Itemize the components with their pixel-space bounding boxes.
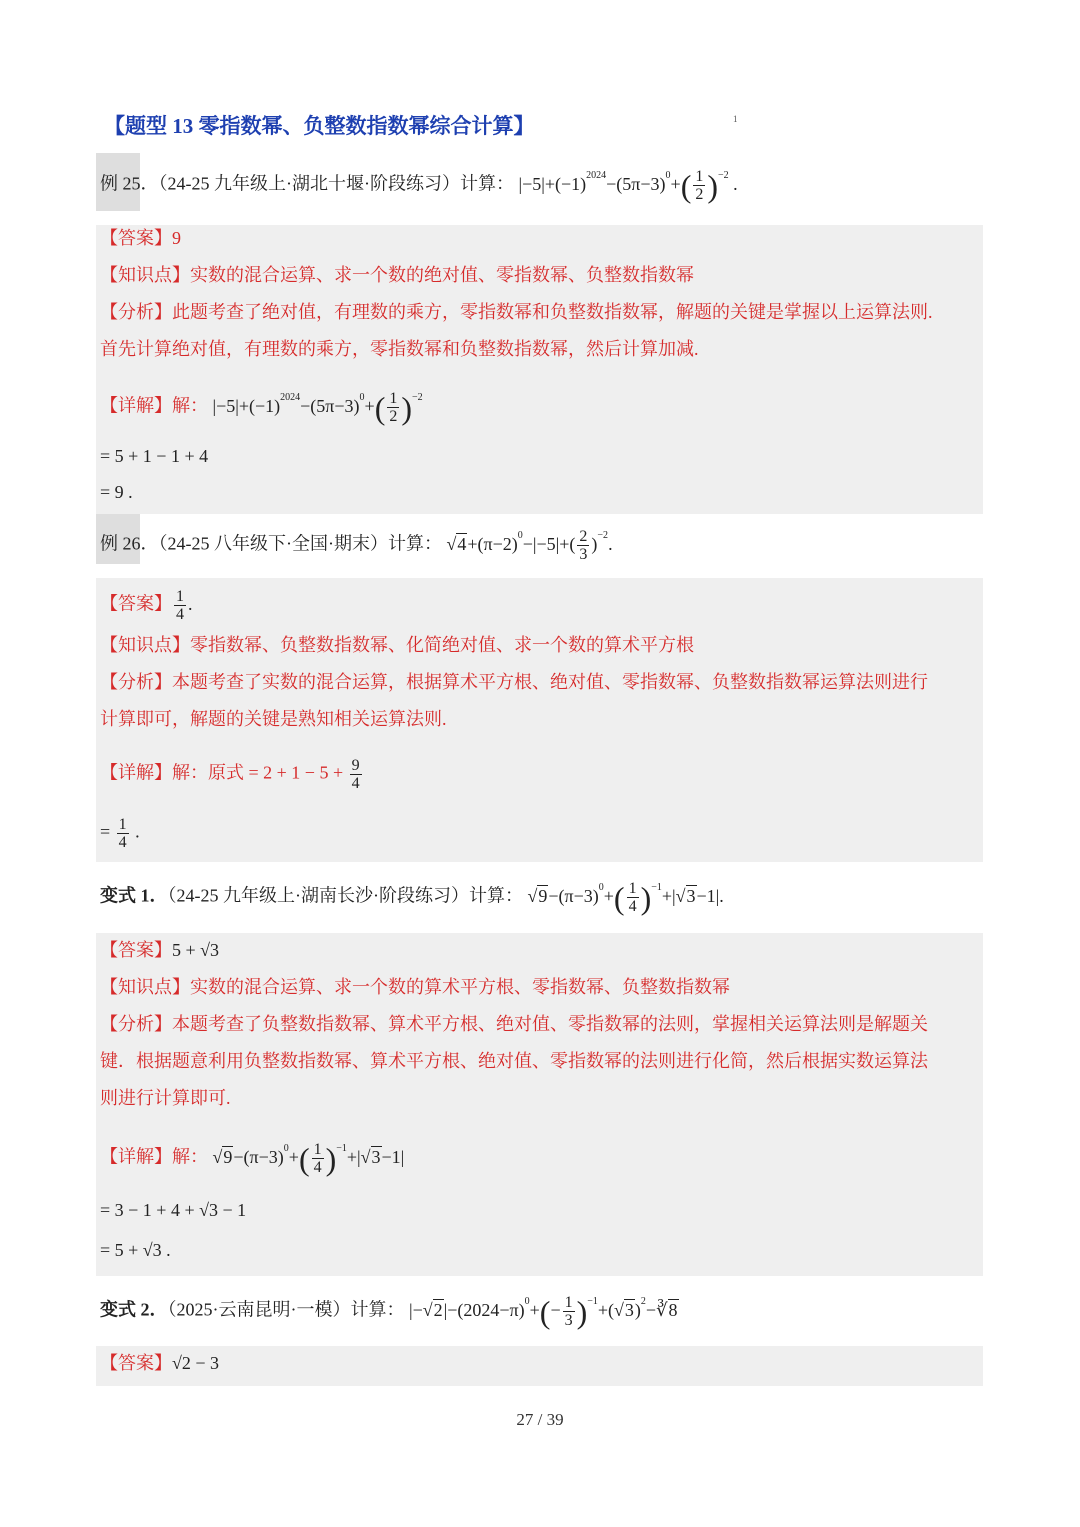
example-source: （24-25 九年级上·湖北十堰·阶段练习）计算： bbox=[158, 173, 514, 194]
detail-v1: 【详解】解： $√9-(\pi-3)^0+$( $\frac{1}{4}$ )$^{-1}$+|√3−1| bbox=[100, 1140, 405, 1177]
analysis-v1-line2: 键．根据题意利用负整数指数幂、算术平方根、绝对值、零指数幂的法则进行化简，然后根据实数运算法 bbox=[100, 1051, 928, 1071]
variant-1-question: 变式 1．（24-25 九年级上·湖南长沙·阶段练习）计算： $√9-(\pi-3)^0+$( $\frac{1}{4}$ )$^{-1}$+|√3−1|. bbox=[100, 879, 724, 916]
answer-25: 【答案】9 bbox=[100, 228, 181, 248]
knowledge-26: 【知识点】零指数幂、负整数指数幂、化简绝对值、求一个数的算术平方根 bbox=[100, 635, 694, 655]
analysis-v1-line1: 【分析】本题考查了负整数指数幂、算术平方根、绝对值、零指数幂的法则，掌握相关运算法则是解题关 bbox=[100, 1014, 928, 1034]
answer-v1: 【答案】5 + √3 bbox=[100, 940, 220, 960]
knowledge-v1: 【知识点】实数的混合运算、求一个数的算术平方根、零指数幂、负整数指数幂 bbox=[100, 977, 730, 997]
step-v1-2: = 5 + √3 . bbox=[100, 1240, 171, 1260]
detail-25: 【详解】解： $|-5|+(-1)^{2024}-(5\pi-3)^0+$( $\frac{1}{2}$ )$^{-2}$ bbox=[100, 389, 423, 426]
analysis-26-line2: 计算即可，解题的关键是熟知相关运算法则. bbox=[100, 709, 447, 729]
analysis-25-line1: 【分析】此题考查了绝对值，有理数的乘方，零指数幂和负整数指数幂，解题的关键是掌握以上运算法则. bbox=[100, 302, 933, 322]
knowledge-25: 【知识点】实数的混合运算、求一个数的绝对值、零指数幂、负整数指数幂 bbox=[100, 265, 694, 285]
step-26-1: = $\frac{1}{4}$ . bbox=[100, 816, 140, 851]
solution-box-v2 bbox=[96, 1346, 983, 1386]
page-number: 27 / 39 bbox=[516, 1410, 564, 1429]
analysis-26-line1: 【分析】本题考查了实数的混合运算，根据算术平方根、绝对值、零指数幂、负整数指数幂运算法则进行 bbox=[100, 672, 928, 692]
analysis-25-line2: 首先计算绝对值，有理数的乘方，零指数幂和负整数指数幂，然后计算加减. bbox=[100, 339, 699, 359]
example-26-question: 例 26．（24-25 八年级下·全国·期末）计算： $√4+(\pi-2)^0-|-5|+$( $\frac{2}{3}$ )$^{-2}$. bbox=[100, 528, 613, 563]
example-25-question bbox=[100, 168, 738, 203]
step-25-2: = 9 . bbox=[100, 482, 133, 502]
step-v1-1: = 3 − 1 + 4 + √3 − 1 bbox=[100, 1200, 247, 1220]
expression-25: $|-5|+(-1)^{2024}-(5\pi-3)^0+$( $\frac{1}{2}$ )$^{-2}$ . bbox=[518, 167, 738, 204]
answer-v2: 【答案】√2 − 3 bbox=[100, 1353, 220, 1373]
answer-26: 【答案】 $\frac{1}{4}$ . bbox=[100, 588, 193, 623]
detail-26: 【详解】解：原式 = 2 + 1 − 5 + $\frac{9}{4}$ bbox=[100, 757, 360, 792]
variant-2-question: 变式 2．（2025·云南昆明·一模）计算： $|-√2|-(2024-\pi)^0+(-$ $\frac{1}{3}$ )$^{-1}+(√3)^2-∛8$ bbox=[100, 1293, 678, 1330]
section-title: 【题型 13 零指数幂、负整数指数幂综合计算】 bbox=[104, 114, 535, 138]
step-25-1: = 5 + 1 − 1 + 4 bbox=[100, 446, 209, 466]
corner-mark: 1 bbox=[733, 114, 738, 124]
example-label: 例 25． bbox=[100, 173, 159, 194]
analysis-v1-line3: 则进行计算即可. bbox=[100, 1088, 231, 1108]
